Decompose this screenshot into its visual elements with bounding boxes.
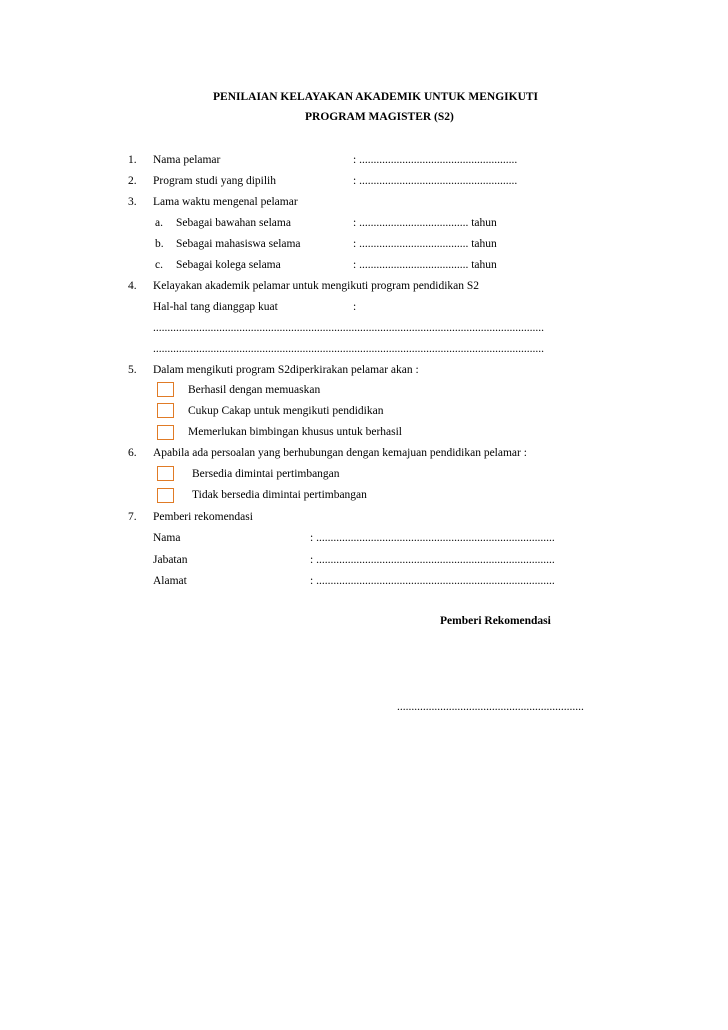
strengths-field-line-1[interactable]: ........................................................................................................................................: [153, 322, 544, 334]
not-willing-checkbox[interactable]: [157, 488, 174, 503]
study-program-label: Program studi yang dipilih: [153, 175, 276, 187]
capable-option-label: Cukup Cakap untuk mengikuti pendidikan: [188, 405, 384, 417]
recommender-name-label: Nama: [153, 532, 181, 544]
predicted-outcome-label: Dalam mengikuti program S2diperkirakan pelamar akan :: [153, 364, 419, 376]
item-number: 1.: [128, 154, 137, 166]
form-title-line1: PENILAIAN KELAYAKAN AKADEMIK UNTUK MENGIKUTI: [213, 91, 539, 103]
needs-guidance-option-label: Memerlukan bimbingan khusus untuk berhasil: [188, 426, 402, 438]
sub-item-letter: a.: [155, 217, 163, 229]
strengths-label: Hal-hal tang dianggap kuat: [153, 301, 278, 313]
item-number: 2.: [128, 175, 137, 187]
item-number: 6.: [128, 447, 137, 459]
capable-checkbox[interactable]: [157, 403, 174, 418]
willing-checkbox[interactable]: [157, 466, 174, 481]
recommender-position-field[interactable]: : ...................................................................................: [310, 554, 555, 566]
strengths-field-line-2[interactable]: ........................................................................................................................................: [153, 343, 544, 355]
sub-item-letter: c.: [155, 259, 163, 271]
acquaintance-duration-label: Lama waktu mengenal pelamar: [153, 196, 298, 208]
academic-feasibility-label: Kelayakan akademik pelamar untuk mengikuti program pendidikan S2: [153, 280, 480, 292]
applicant-name-field[interactable]: : .......................................................: [353, 154, 518, 166]
as-colleague-label: Sebagai kolega selama: [176, 259, 281, 271]
as-student-field[interactable]: : ...................................... tahun: [353, 238, 497, 250]
item-number: 4.: [128, 280, 137, 292]
item-number: 3.: [128, 196, 137, 208]
recommender-name-field[interactable]: : ...................................................................................: [310, 532, 555, 544]
recommender-address-field[interactable]: : ...................................................................................: [310, 575, 555, 587]
as-colleague-field[interactable]: : ...................................... tahun: [353, 259, 497, 271]
as-subordinate-label: Sebagai bawahan selama: [176, 217, 291, 229]
recommender-label: Pemberi rekomendasi: [153, 511, 253, 523]
form-title-line2: PROGRAM MAGISTER (S2): [305, 111, 454, 123]
sub-item-letter: b.: [155, 238, 164, 250]
strengths-colon: :: [353, 301, 357, 313]
consultation-label: Apabila ada persoalan yang berhubungan dengan kemajuan pendidikan pelamar :: [153, 447, 527, 459]
willing-option-label: Bersedia dimintai pertimbangan: [192, 468, 340, 480]
success-option-label: Berhasil dengan memuaskan: [188, 384, 321, 396]
success-checkbox[interactable]: [157, 382, 174, 397]
item-number: 5.: [128, 364, 137, 376]
as-student-label: Sebagai mahasiswa selama: [176, 238, 301, 250]
recommender-address-label: Alamat: [153, 575, 187, 587]
signature-heading: Pemberi Rekomendasi: [440, 615, 551, 627]
recommender-position-label: Jabatan: [153, 554, 188, 566]
item-number: 7.: [128, 511, 137, 523]
signature-line[interactable]: .................................................................: [397, 701, 584, 713]
not-willing-option-label: Tidak bersedia dimintai pertimbangan: [192, 489, 367, 501]
study-program-field[interactable]: : .......................................................: [353, 175, 518, 187]
needs-guidance-checkbox[interactable]: [157, 425, 174, 440]
as-subordinate-field[interactable]: : ...................................... tahun: [353, 217, 497, 229]
applicant-name-label: Nama pelamar: [153, 154, 221, 166]
